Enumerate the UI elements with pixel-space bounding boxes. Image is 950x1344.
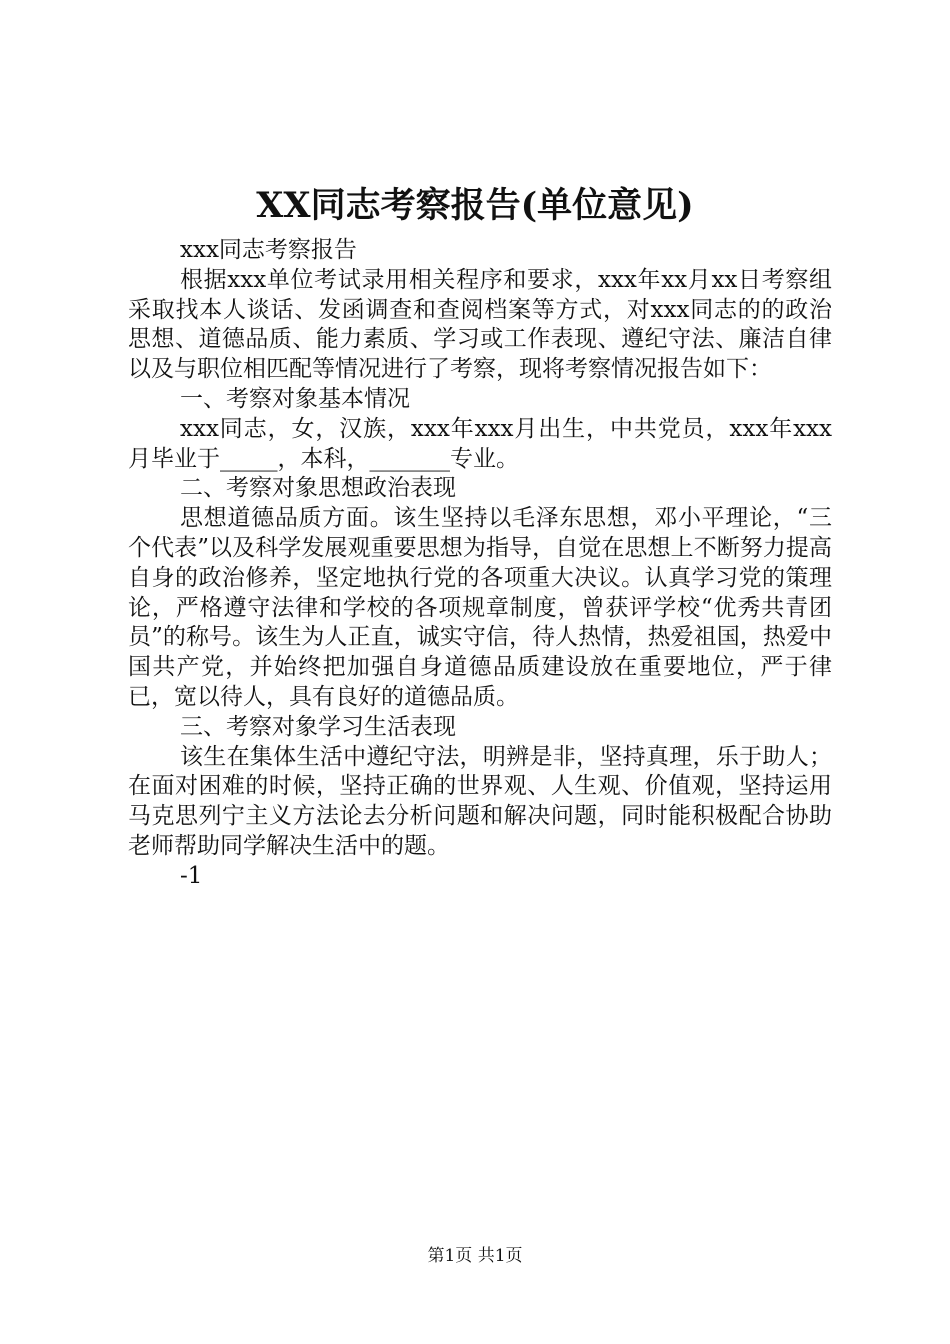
report-heading: xxx同志考察报告 — [180, 237, 357, 263]
intro-paragraph: 根据xxx单位考试录用相关程序和要求，xxx年xx月xx日考察组采取找本人谈话、发函调查和查阅档案等方式，对xxx同志的的政治思想、道德品质、能力素质、学习或工作表现、遵纪守法、廉洁自律以及与职位相匹配等情况进行了考察，现将考察情况报告如下： — [128, 266, 832, 383]
document-title: XX同志考察报告(单位意见) — [256, 185, 694, 226]
page-footer: 第1页 共1页 — [427, 1246, 523, 1266]
political-paragraph: 思想道德品质方面。该生坚持以毛泽东思想，邓小平理论，“三个代表”以及科学发展观重要思想为指导，自觉在思想上不断努力提高自身的政治修养，坚定地执行党的各项重大决议。认真学习党的策理论，严格遵守法律和学校的各项规章制度，曾获评学校“优秀共青团员”的称号。该生为人正直，诚实守信，待人热情，热爱祖国，热爱中国共产党，并始终把加强自身道德品质建设放在重要地位，严于律已，宽以待人，具有良好的道德品质。 — [128, 505, 832, 710]
section-heading-basic-info: 一、考察对象基本情况 — [180, 385, 410, 412]
trailing-marker: -1 — [180, 862, 203, 889]
document-body — [128, 236, 832, 892]
section-heading-political: 二、考察对象思想政治表现 — [180, 475, 456, 502]
basic-info-paragraph: xxx同志，女，汉族，xxx年xxx月出生，中共党员，xxx年xxx月毕业于_____，本科，_______专业。 — [128, 415, 832, 472]
study-life-paragraph: 该生在集体生活中遵纪守法，明辨是非，坚持真理，乐于助人；在面对困难的时候，坚持正确的世界观、人生观、价值观，坚持运用马克思列宁主义方法论去分析问题和解决问题，同时能积极配合协助老师帮助同学解决生活中的题。 — [128, 743, 832, 859]
section-heading-study-life: 三、考察对象学习生活表现 — [180, 713, 456, 740]
